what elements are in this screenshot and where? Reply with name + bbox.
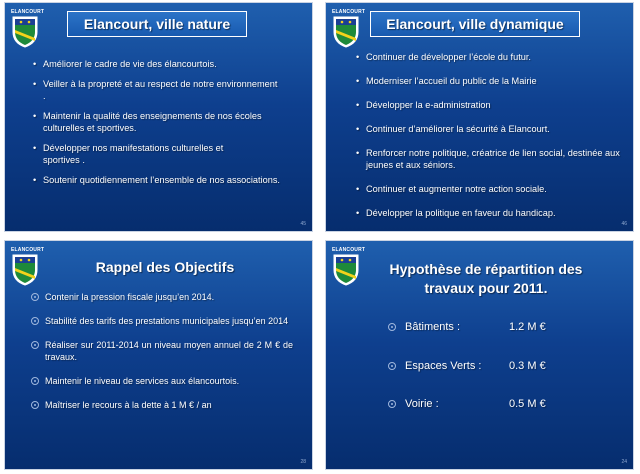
slide-rappel-objectifs xyxy=(4,240,313,470)
bullet-list xyxy=(33,58,281,186)
bullet-list xyxy=(31,291,293,411)
elancourt-logo xyxy=(11,247,45,287)
circle-bullet-icon xyxy=(31,317,39,325)
coat-of-arms-icon xyxy=(333,254,359,286)
slide-hypothese-travaux xyxy=(325,240,634,470)
list-item: Stabilité des tarifs des prestations municipales jusqu’en 2014 xyxy=(31,315,293,327)
item-value: 1.2 M € xyxy=(509,321,546,333)
elancourt-logo xyxy=(332,247,366,287)
logo-text: ELANCOURT xyxy=(332,9,366,15)
slide-title: Elancourt, ville dynamique xyxy=(370,11,580,37)
list-item: • Développer la politique en faveur du handicap. xyxy=(356,208,556,218)
slide-ville-nature xyxy=(4,2,313,232)
elancourt-logo xyxy=(332,9,366,49)
list-item: • Développer nos manifestations culturelles et sportives . xyxy=(33,143,224,165)
slide-title-line-1: Hypothèse de répartition des xyxy=(389,261,583,277)
list-item: • Améliorer le cadre de vie des élancourtois. xyxy=(33,59,217,69)
circle-bullet-icon xyxy=(388,400,396,408)
list-item: Maîtriser le recours à la dette à 1 M € / an xyxy=(31,399,293,411)
logo-text: ELANCOURT xyxy=(11,247,45,253)
logo-text: ELANCOURT xyxy=(11,9,45,15)
coat-of-arms-icon xyxy=(333,16,359,48)
circle-bullet-icon xyxy=(388,323,396,331)
elancourt-logo xyxy=(11,9,45,49)
list-item: • Moderniser l’accueil du public de la Mairie xyxy=(356,76,537,86)
item-value: 0.3 M € xyxy=(509,360,546,372)
slide-title-line-2: travaux pour 2011. xyxy=(424,280,548,296)
list-item: • Renforcer notre politique, créatrice de lien social, destinée aux jeunes et aux séniors. xyxy=(356,148,620,170)
slide-title xyxy=(366,260,606,298)
circle-bullet-icon xyxy=(31,401,39,409)
list-item xyxy=(388,398,546,410)
circle-bullet-icon xyxy=(31,341,39,349)
logo-text: ELANCOURT xyxy=(332,247,366,253)
list-item: • Maintenir la qualité des enseignements de nos écoles culturelles et sportives. xyxy=(33,111,262,133)
circle-bullet-icon xyxy=(31,377,39,385)
list-item: Contenir la pression fiscale jusqu’en 2014. xyxy=(31,291,293,303)
coat-of-arms-icon xyxy=(12,254,38,286)
page-number: 45 xyxy=(300,221,306,227)
list-item: Maintenir le niveau de services aux élancourtois. xyxy=(31,375,293,387)
item-label: Bâtiments : xyxy=(405,321,461,333)
circle-bullet-icon xyxy=(388,362,396,370)
item-label: Espaces Verts : xyxy=(405,360,482,372)
slide-title: Rappel des Objectifs xyxy=(95,259,235,275)
list-item: • Soutenir quotidiennement l’ensemble de nos associations. xyxy=(33,175,280,185)
page-number: 46 xyxy=(621,221,627,227)
list-item: • Continuer de développer l’école du futur. xyxy=(356,52,531,62)
circle-bullet-icon xyxy=(31,293,39,301)
list-item: • Développer la e-administration xyxy=(356,100,491,110)
page-number: 28 xyxy=(300,459,306,465)
page-number: 24 xyxy=(621,459,627,465)
list-item: • Continuer et augmenter notre action sociale. xyxy=(356,184,547,194)
list-item xyxy=(388,360,546,372)
item-value: 0.5 M € xyxy=(509,398,546,410)
list-item: • Veiller à la propreté et au respect de notre environnement . xyxy=(33,79,278,101)
slide-title: Elancourt, ville nature xyxy=(67,11,247,37)
slide-ville-dynamique xyxy=(325,2,634,232)
coat-of-arms-icon xyxy=(12,16,38,48)
item-label: Voirie : xyxy=(405,398,439,410)
list-item: Réaliser sur 2011-2014 un niveau moyen annuel de 2 M € de travaux. xyxy=(31,339,293,363)
bullet-list xyxy=(356,51,621,219)
list-item xyxy=(388,321,546,333)
list-item: • Continuer d’améliorer la sécurité à Elancourt. xyxy=(356,124,550,134)
